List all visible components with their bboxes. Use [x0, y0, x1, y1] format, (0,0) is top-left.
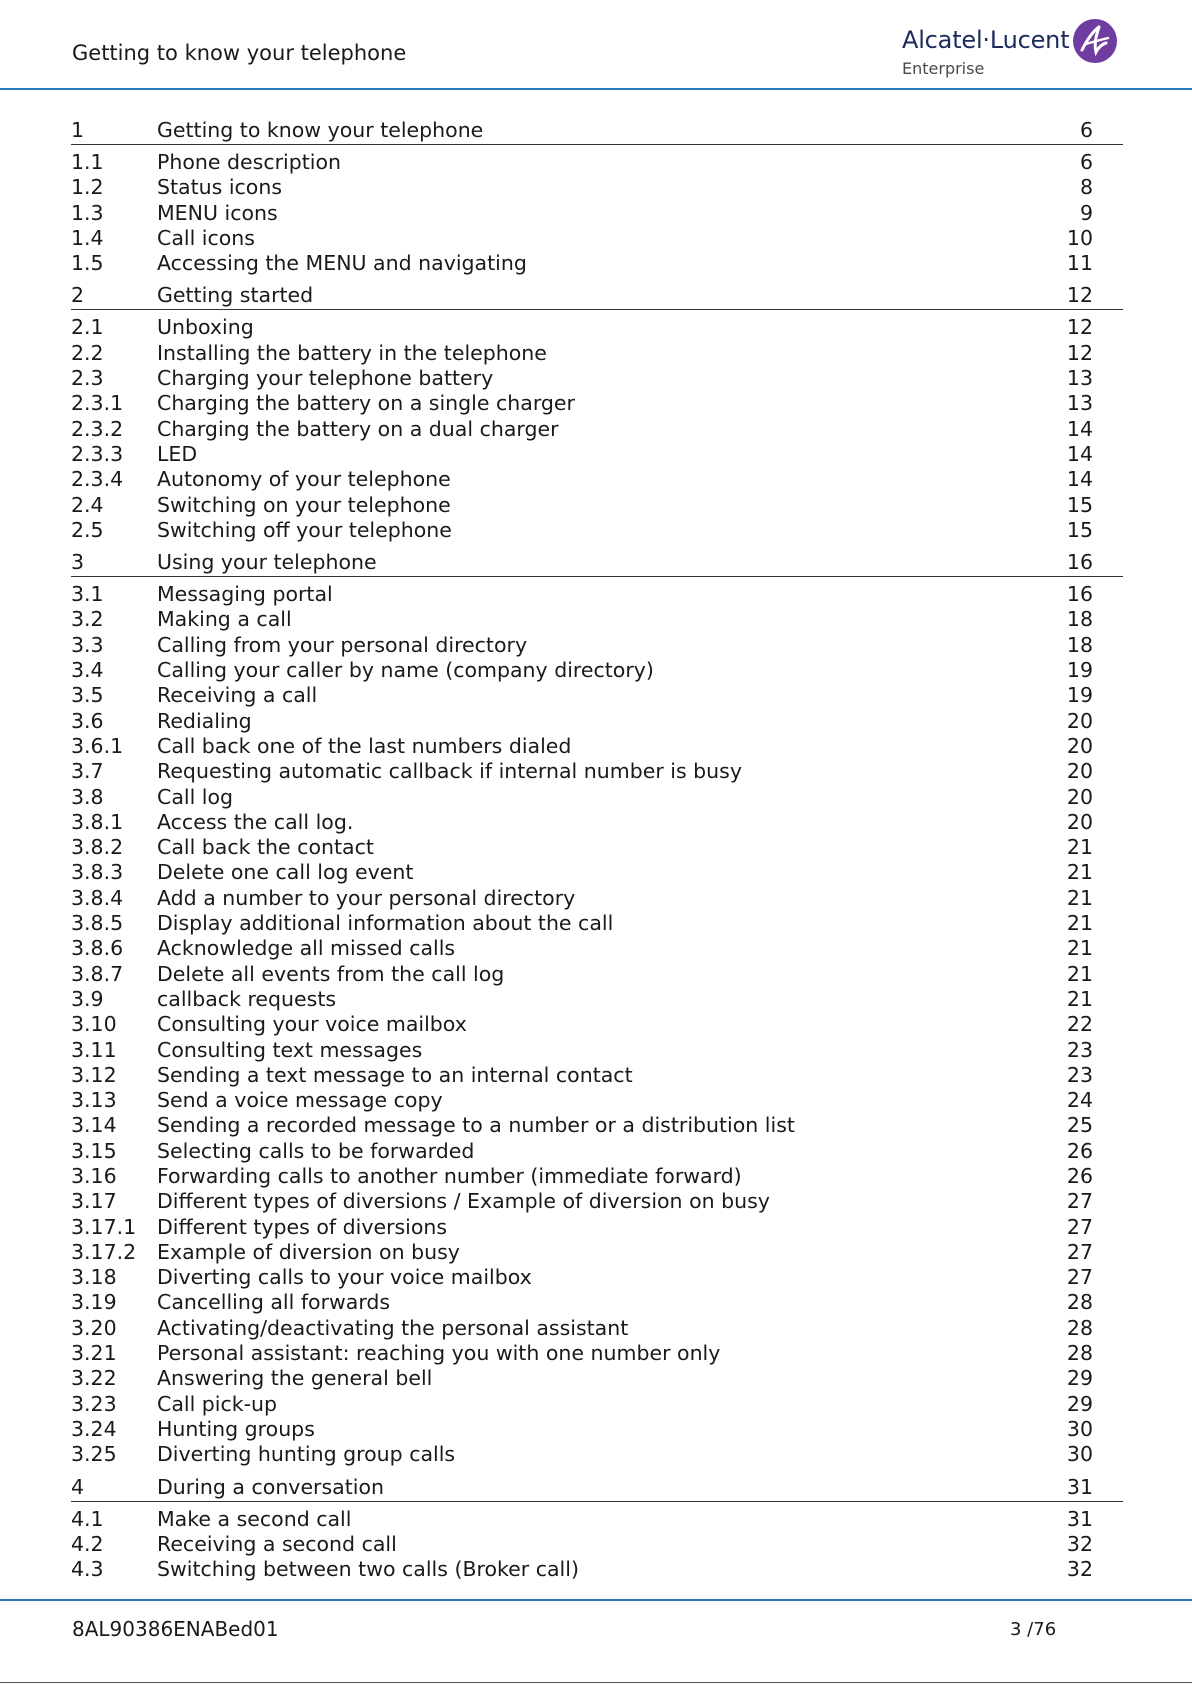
toc-entry[interactable]: [71, 150, 1123, 175]
toc-entry-page[interactable]: 21: [1066, 860, 1093, 885]
toc-entry[interactable]: [71, 709, 1123, 734]
toc-entry-number: 3.8.3: [71, 860, 124, 885]
toc-entry-number: 3.18: [71, 1265, 117, 1290]
toc-entry-title[interactable]: Switching off your telephone: [157, 517, 452, 542]
toc-entry-page[interactable]: 16: [1066, 582, 1093, 607]
toc-entry-title[interactable]: Selecting calls to be forwarded: [157, 1138, 475, 1163]
toc-chapter-entry[interactable]: [71, 113, 1123, 145]
footer-document-id: 8AL90386ENABed01: [72, 1617, 279, 1641]
toc-entry-page[interactable]: 12: [1066, 340, 1093, 365]
toc-entry-title[interactable]: Delete one call log event: [157, 860, 414, 885]
toc-entry-page[interactable]: 20: [1066, 809, 1093, 834]
toc-entry-title[interactable]: Call back one of the last numbers dialed: [157, 733, 572, 758]
logo-sub-text: Enterprise: [902, 59, 985, 78]
toc-entry-title[interactable]: Delete all events from the call log: [157, 961, 505, 986]
toc-entry-number: 2.3.4: [71, 467, 124, 492]
bottom-divider: [0, 1682, 1192, 1683]
toc-entry-title[interactable]: Access the call log.: [157, 809, 354, 834]
toc-entry[interactable]: [71, 251, 1123, 276]
toc-entry-page[interactable]: 27: [1066, 1239, 1093, 1264]
toc-entry-number: 3.23: [71, 1391, 117, 1416]
toc-entry-number: 1.2: [71, 175, 104, 200]
toc-entry-page[interactable]: 13: [1066, 366, 1093, 391]
toc-entry[interactable]: [71, 493, 1123, 518]
toc-entry-title[interactable]: Different types of diversions / Example of diversion on busy: [157, 1189, 770, 1214]
toc-entry-number: 3.9: [71, 986, 104, 1011]
toc-entry-number: 2: [71, 283, 85, 308]
toc-entry-page[interactable]: 29: [1066, 1366, 1093, 1391]
toc-entry-page[interactable]: 11: [1066, 251, 1093, 276]
toc-entry-number: 3: [71, 550, 85, 575]
toc-entry-page[interactable]: 32: [1066, 1557, 1093, 1582]
toc-entry-number: 3.2: [71, 607, 104, 632]
toc-entry-number: 3.12: [71, 1062, 117, 1087]
toc-entry-title[interactable]: LED: [157, 441, 198, 466]
toc-entry-title[interactable]: During a conversation: [157, 1474, 384, 1499]
toc-entry-number: 3.6.1: [71, 733, 124, 758]
toc-entry-page[interactable]: 15: [1066, 517, 1093, 542]
toc-entry-number: 1.3: [71, 200, 104, 225]
toc-entry-number: 3.17.1: [71, 1214, 137, 1239]
toc-chapter-entry[interactable]: [71, 1470, 1123, 1502]
toc-entry[interactable]: [71, 607, 1123, 632]
toc-entry[interactable]: [71, 911, 1123, 936]
toc-entry-title[interactable]: Display additional information about the call: [157, 911, 614, 936]
toc-entry-page[interactable]: 14: [1066, 441, 1093, 466]
toc-entry[interactable]: [71, 936, 1123, 961]
toc-entry-number: 3.24: [71, 1416, 117, 1441]
toc-entry-title[interactable]: Autonomy of your telephone: [157, 467, 451, 492]
toc-entry-title[interactable]: Phone description: [157, 150, 341, 174]
toc-entry-page[interactable]: 29: [1066, 1391, 1093, 1416]
toc-entry[interactable]: [71, 442, 1123, 467]
toc-entry[interactable]: [71, 175, 1123, 200]
toc-entry-number: 1: [71, 118, 85, 142]
toc-entry-number: 3.21: [71, 1341, 117, 1366]
toc-entry[interactable]: [71, 1113, 1123, 1138]
toc-entry-page[interactable]: 6: [1079, 150, 1093, 174]
toc-entry-number: 2.1: [71, 315, 104, 340]
toc-entry[interactable]: [71, 467, 1123, 492]
toc-entry-page[interactable]: 22: [1066, 1012, 1093, 1037]
toc-entry[interactable]: [71, 518, 1123, 543]
toc-entry[interactable]: [71, 759, 1123, 784]
footer-divider: [0, 1599, 1192, 1601]
toc-entry[interactable]: [71, 1164, 1123, 1189]
toc-entry-title[interactable]: Installing the battery in the telephone: [157, 340, 547, 365]
toc-entry-number: 1.4: [71, 225, 104, 250]
toc-entry-page[interactable]: 21: [1066, 936, 1093, 961]
toc-entry-title[interactable]: Switching between two calls (Broker call): [157, 1557, 579, 1582]
toc-entry-number: 3.8.5: [71, 911, 124, 936]
toc-entry-title[interactable]: Messaging portal: [157, 582, 333, 607]
toc-entry-number: 2.2: [71, 340, 104, 365]
toc-entry-page[interactable]: 21: [1066, 986, 1093, 1011]
toc-entry-number: 3.8: [71, 784, 104, 809]
toc-entry[interactable]: [71, 341, 1123, 366]
toc-entry-title[interactable]: Receiving a second call: [157, 1531, 397, 1556]
toc-entry-number: 3.22: [71, 1366, 117, 1391]
toc-entry-number: 4.3: [71, 1557, 104, 1582]
toc-entry-page[interactable]: 14: [1066, 467, 1093, 492]
header-title: Getting to know your telephone: [72, 41, 407, 65]
toc-entry-title[interactable]: Diverting calls to your voice mailbox: [157, 1265, 532, 1290]
toc-entry-page[interactable]: 26: [1066, 1138, 1093, 1163]
toc-entry[interactable]: [71, 1189, 1123, 1214]
toc-entry-number: 3.17.2: [71, 1239, 137, 1264]
toc-entry-number: 2.3.1: [71, 391, 124, 416]
toc-entry[interactable]: [71, 1139, 1123, 1164]
toc-entry-page[interactable]: 23: [1066, 1037, 1093, 1062]
toc-entry-page[interactable]: 18: [1066, 607, 1093, 632]
toc-entry-number: 2.3.3: [71, 441, 124, 466]
toc-entry-title[interactable]: Receiving a call: [157, 683, 318, 708]
toc-entry[interactable]: [71, 1392, 1123, 1417]
toc-entry-title[interactable]: Sending a text message to an internal contact: [157, 1062, 633, 1087]
toc-entry-page[interactable]: 15: [1066, 492, 1093, 517]
toc-entry-number: 3.6: [71, 708, 104, 733]
toc-entry[interactable]: [71, 201, 1123, 226]
toc-chapter-entry[interactable]: [71, 545, 1123, 577]
toc-entry[interactable]: [71, 1341, 1123, 1366]
toc-entry-page[interactable]: 30: [1066, 1442, 1093, 1467]
toc-entry-title[interactable]: Consulting text messages: [157, 1037, 423, 1062]
toc-entry-page[interactable]: 30: [1066, 1416, 1093, 1441]
toc-entry[interactable]: [71, 1442, 1123, 1467]
toc-entry[interactable]: [71, 315, 1123, 340]
toc-entry-number: 2.3.2: [71, 416, 124, 441]
toc-entry-title[interactable]: Calling from your personal directory: [157, 632, 528, 657]
toc-entry-page[interactable]: 18: [1066, 632, 1093, 657]
logo-brand-text: Alcatel·Lucent: [902, 26, 1070, 54]
toc-entry-title[interactable]: Call icons: [157, 225, 255, 250]
toc-entry-title[interactable]: Diverting hunting group calls: [157, 1442, 456, 1467]
toc-entry-title[interactable]: Redialing: [157, 708, 252, 733]
toc-entry[interactable]: [71, 835, 1123, 860]
toc-entry[interactable]: [71, 860, 1123, 885]
toc-entry[interactable]: [71, 1366, 1123, 1391]
toc-entry-number: 3.3: [71, 632, 104, 657]
toc-entry-title[interactable]: Charging your telephone battery: [157, 366, 494, 391]
toc-entry-number: 3.25: [71, 1442, 117, 1467]
toc-entry-page[interactable]: 25: [1066, 1113, 1093, 1138]
toc-entry-title[interactable]: Status icons: [157, 175, 283, 200]
toc-entry-page[interactable]: 14: [1066, 416, 1093, 441]
toc-entry[interactable]: [71, 1038, 1123, 1063]
toc-entry-number: 4.2: [71, 1531, 104, 1556]
toc-entry-title[interactable]: Hunting groups: [157, 1416, 315, 1441]
toc-entry-title[interactable]: Sending a recorded message to a number or a distribution list: [157, 1113, 795, 1138]
toc-entry-number: 4.1: [71, 1506, 104, 1531]
toc-entry[interactable]: [71, 1012, 1123, 1037]
toc-entry-title[interactable]: MENU icons: [157, 200, 278, 225]
toc-entry-page[interactable]: 32: [1066, 1531, 1093, 1556]
toc-entry-number: 3.8.1: [71, 809, 124, 834]
toc-entry-page[interactable]: 13: [1066, 391, 1093, 416]
toc-entry-number: 1.5: [71, 251, 104, 276]
toc-entry-number: 3.8.2: [71, 835, 124, 860]
toc-entry-title[interactable]: Call pick-up: [157, 1391, 278, 1416]
toc-entry-title[interactable]: Accessing the MENU and navigating: [157, 251, 527, 276]
toc-entry-number: 1.1: [71, 150, 104, 174]
table-of-contents: [71, 113, 1123, 1582]
toc-entry-page[interactable]: 10: [1066, 225, 1093, 250]
toc-entry-title[interactable]: Making a call: [157, 607, 292, 632]
toc-entry-title[interactable]: Add a number to your personal directory: [157, 885, 576, 910]
toc-entry[interactable]: [71, 1265, 1123, 1290]
toc-entry-number: 3.7: [71, 759, 104, 784]
toc-entry-title[interactable]: Acknowledge all missed calls: [157, 936, 456, 961]
toc-entry-number: 3.15: [71, 1138, 117, 1163]
toc-entry-number: 3.10: [71, 1012, 117, 1037]
page-header: [0, 0, 1192, 90]
toc-entry-number: 3.8.4: [71, 885, 124, 910]
toc-entry-number: 3.14: [71, 1113, 117, 1138]
alcatel-lucent-logo-icon: [1072, 18, 1118, 64]
toc-entry[interactable]: [71, 962, 1123, 987]
toc-entry-number: 4: [71, 1474, 85, 1499]
toc-entry-number: 2.4: [71, 492, 104, 517]
toc-entry-title[interactable]: callback requests: [157, 986, 337, 1011]
toc-entry-page[interactable]: 28: [1066, 1315, 1093, 1340]
toc-entry-number: 3.20: [71, 1315, 117, 1340]
toc-entry-title[interactable]: Answering the general bell: [157, 1366, 433, 1391]
toc-entry-title[interactable]: Charging the battery on a single charger: [157, 391, 575, 416]
toc-entry[interactable]: [71, 987, 1123, 1012]
toc-entry[interactable]: [71, 1088, 1123, 1113]
toc-entry-number: 3.4: [71, 658, 104, 683]
toc-entry-title[interactable]: Getting to know your telephone: [157, 118, 484, 142]
toc-entry[interactable]: [71, 1557, 1123, 1582]
toc-entry-page[interactable]: 31: [1066, 1506, 1093, 1531]
toc-entry-number: 3.8.6: [71, 936, 124, 961]
toc-entry[interactable]: [71, 1215, 1123, 1240]
toc-entry-page[interactable]: 9: [1079, 200, 1093, 225]
toc-entry[interactable]: [71, 1417, 1123, 1442]
toc-entry-title[interactable]: Activating/deactivating the personal assistant: [157, 1315, 629, 1340]
toc-entry-page[interactable]: 28: [1066, 1341, 1093, 1366]
toc-entry-page[interactable]: 20: [1066, 733, 1093, 758]
toc-entry[interactable]: [71, 633, 1123, 658]
toc-entry-title[interactable]: Make a second call: [157, 1506, 352, 1531]
toc-entry[interactable]: [71, 582, 1123, 607]
toc-entry-number: 2.3: [71, 366, 104, 391]
toc-entry-page[interactable]: 28: [1066, 1290, 1093, 1315]
toc-entry[interactable]: [71, 226, 1123, 251]
toc-entry-page[interactable]: 6: [1079, 118, 1093, 142]
toc-entry[interactable]: [71, 886, 1123, 911]
toc-entry-number: 3.11: [71, 1037, 117, 1062]
toc-entry-number: 3.13: [71, 1088, 117, 1113]
toc-entry-page[interactable]: 16: [1066, 550, 1093, 575]
toc-entry-number: 3.8.7: [71, 961, 124, 986]
toc-entry-page[interactable]: 12: [1066, 315, 1093, 340]
toc-entry-title[interactable]: Personal assistant: reaching you with one number only: [157, 1341, 721, 1366]
toc-entry-title[interactable]: Call log: [157, 784, 234, 809]
toc-entry-page[interactable]: 8: [1079, 175, 1093, 200]
toc-entry-page[interactable]: 27: [1066, 1265, 1093, 1290]
toc-entry-page[interactable]: 21: [1066, 911, 1093, 936]
toc-entry[interactable]: [71, 417, 1123, 442]
toc-entry-page[interactable]: 27: [1066, 1214, 1093, 1239]
brand-logo: [900, 16, 1130, 80]
toc-entry-number: 2.5: [71, 517, 104, 542]
toc-entry[interactable]: [71, 1290, 1123, 1315]
toc-chapter-entry[interactable]: [71, 278, 1123, 310]
toc-entry-number: 3.19: [71, 1290, 117, 1315]
toc-entry[interactable]: [71, 1316, 1123, 1341]
toc-entry-number: 3.1: [71, 582, 104, 607]
toc-entry-title[interactable]: Charging the battery on a dual charger: [157, 416, 559, 441]
toc-entry-page[interactable]: 23: [1066, 1062, 1093, 1087]
toc-entry-page[interactable]: 12: [1066, 283, 1093, 308]
toc-entry-title[interactable]: Unboxing: [157, 315, 254, 340]
toc-entry-page[interactable]: 19: [1066, 658, 1093, 683]
toc-entry-number: 3.5: [71, 683, 104, 708]
toc-entry[interactable]: [71, 1240, 1123, 1265]
toc-entry[interactable]: [71, 683, 1123, 708]
toc-entry[interactable]: [71, 366, 1123, 391]
footer-page-number: 3 /76: [1010, 1619, 1057, 1640]
toc-entry[interactable]: [71, 1532, 1123, 1557]
toc-entry-page[interactable]: 20: [1066, 784, 1093, 809]
toc-entry-page[interactable]: 31: [1066, 1474, 1093, 1499]
toc-entry-title[interactable]: Cancelling all forwards: [157, 1290, 391, 1315]
toc-entry-page[interactable]: 20: [1066, 759, 1093, 784]
toc-entry-title[interactable]: Using your telephone: [157, 550, 377, 575]
toc-entry-title[interactable]: Consulting your voice mailbox: [157, 1012, 467, 1037]
toc-entry-title[interactable]: Getting started: [157, 283, 314, 308]
toc-entry-page[interactable]: 20: [1066, 708, 1093, 733]
toc-entry-title[interactable]: Call back the contact: [157, 835, 374, 860]
toc-entry-title[interactable]: Switching on your telephone: [157, 492, 451, 517]
toc-entry[interactable]: [71, 785, 1123, 810]
toc-entry-page[interactable]: 26: [1066, 1163, 1093, 1188]
toc-entry-page[interactable]: 24: [1066, 1088, 1093, 1113]
toc-entry-title[interactable]: Different types of diversions: [157, 1214, 448, 1239]
toc-entry-title[interactable]: Send a voice message copy: [157, 1088, 443, 1113]
toc-entry-page[interactable]: 21: [1066, 961, 1093, 986]
toc-entry[interactable]: [71, 1063, 1123, 1088]
toc-entry[interactable]: [71, 391, 1123, 416]
toc-entry-title[interactable]: Calling your caller by name (company directory): [157, 658, 654, 683]
toc-entry-page[interactable]: 19: [1066, 683, 1093, 708]
toc-entry-number: 3.17: [71, 1189, 117, 1214]
toc-entry-number: 3.16: [71, 1163, 117, 1188]
toc-entry-title[interactable]: Forwarding calls to another number (immediate forward): [157, 1163, 742, 1188]
toc-entry-page[interactable]: 27: [1066, 1189, 1093, 1214]
toc-entry-page[interactable]: 21: [1066, 885, 1093, 910]
toc-entry[interactable]: [71, 658, 1123, 683]
toc-entry[interactable]: [71, 810, 1123, 835]
toc-entry[interactable]: [71, 1507, 1123, 1532]
toc-entry-title[interactable]: Requesting automatic callback if internal number is busy: [157, 759, 742, 784]
toc-entry-page[interactable]: 21: [1066, 835, 1093, 860]
toc-entry[interactable]: [71, 734, 1123, 759]
toc-entry-title[interactable]: Example of diversion on busy: [157, 1239, 460, 1264]
